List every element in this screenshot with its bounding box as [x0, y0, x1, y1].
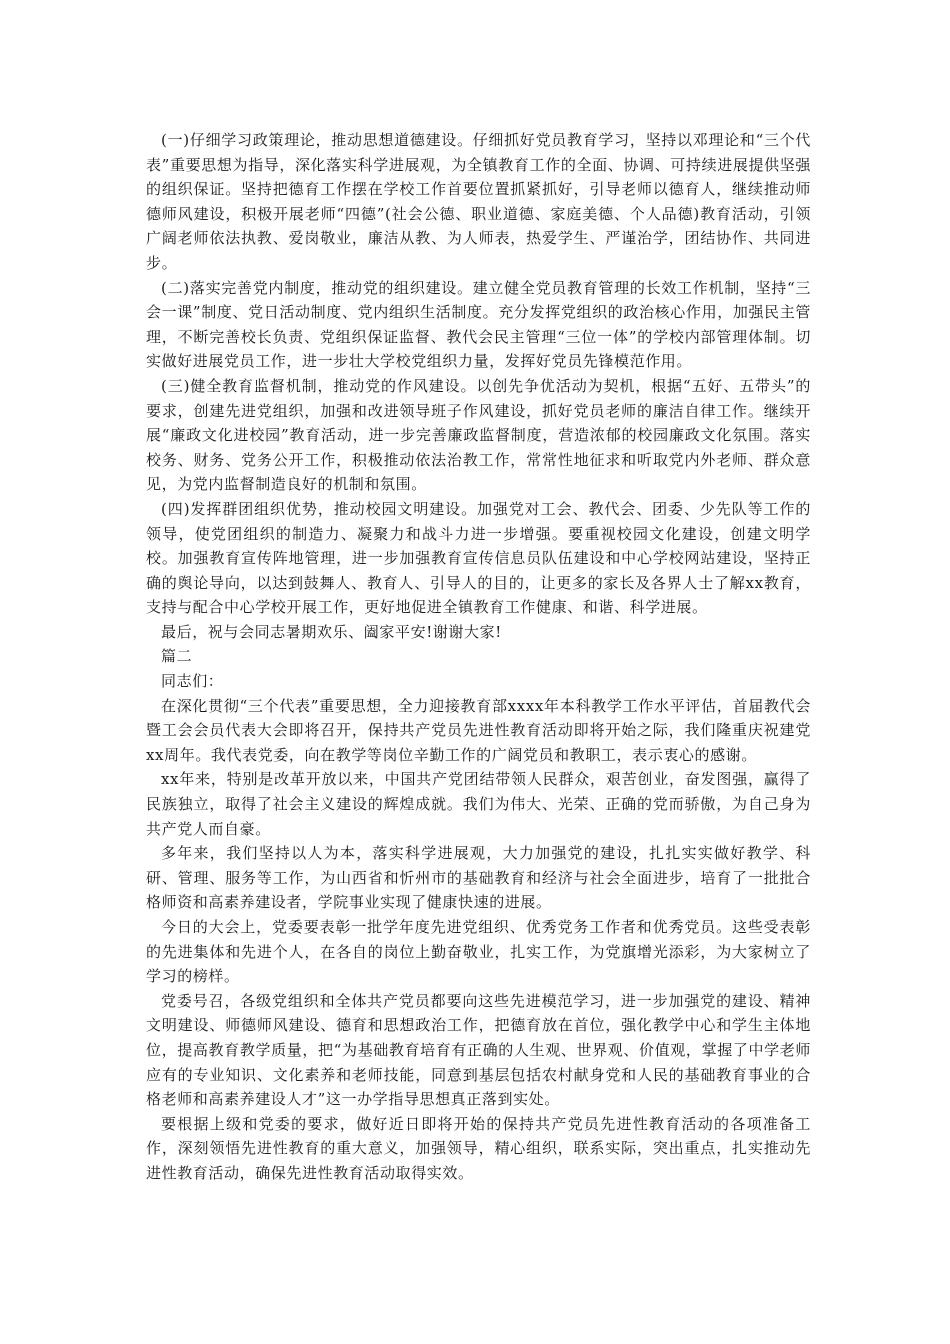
document-body — [146, 128, 811, 1186]
paragraph-6: xx年来，特别是改革开放以来，中国共产党团结带领人民群众，艰苦创业，奋发图强，赢得了民族独立，取得了社会主义建设的辉煌成就。我们为伟大、光荣、正确的党而骄傲，为自己身为共产党人而自豪。 — [146, 770, 811, 838]
paragraph-5: 在深化贯彻“三个代表”重要思想，全力迎接教育部xxxx年本科教学工作水平评估，首届教代会暨工会会员代表大会即将召开，保持共产党员先进性教育活动即将开始之际，我们隆重庆祝建党xx周年。我代表党委，向在教学等岗位辛勤工作的广阔党员和教职工，表示衷心的感谢。 — [146, 696, 811, 764]
paragraph-8: 今日的大会上，党委要表彰一批学年度先进党组织、优秀党务工作者和优秀党员。这些受表彰的先进集体和先进个人，在各自的岗位上勤奋敬业，扎实工作，为党旗增光添彩，为大家树立了学习的榜样。 — [146, 918, 811, 986]
paragraph-1: (一)仔细学习政策理论，推动思想道德建设。仔细抓好党员教育学习，坚持以邓理论和“三个代表”重要思想为指导，深化落实科学进展观，为全镇教育工作的全面、协调、可持续进展提供坚强的组织保证。坚持把德育工作摆在学校工作首要位置抓紧抓好，引导老师以德育人，继续推动师德师风建设，积极开展老师“四德”(社会公德、职业道德、家庭美德、个人品德)教育活动，引领广阔老师依法执教、爱岗敬业，廉洁从教、为人师表，热爱学生、严谨治学，团结协作、共同进步。 — [146, 131, 811, 272]
paragraph-10: 要根据上级和党委的要求，做好近日即将开始的保持共产党员先进性教育活动的各项准备工作，深刻领悟先进性教育的重大意义，加强领导，精心组织，联系实际，突出重点，扎实推动先进性教育活动，确保先进性教育活动取得实效。 — [146, 1114, 811, 1182]
paragraph-4: (四)发挥群团组织优势，推动校园文明建设。加强党对工会、教代会、团委、少先队等工作的领导，使党团组织的制造力、凝聚力和战斗力进一步增强。要重视校园文化建设，创建文明学校。加强教育宣传阵地管理，进一步加强教育宣传信息员队伍建设和中心学校网站建设，坚持正确的舆论导向，以达到鼓舞人、教育人、引导人的目的，让更多的家长及各界人士了解xx教育，支持与配合中心学校开展工作，更好地促进全镇教育工作健康、和谐、科学进展。 — [146, 499, 811, 617]
paragraph-2: (二)落实完善党内制度，推动党的组织建设。建立健全党员教育管理的长效工作机制，坚持“三会一课”制度、党日活动制度、党内组织生活制度。充分发挥党组织的政治核心作用，加强民主管理，不断完善校长负责、党组织保证监督、教代会民主管理“三位一体”的学校内部管理体制。切实做好进展党员工作，进一步壮大学校党组织力量，发挥好党员先锋模范作用。 — [146, 278, 811, 371]
section-heading: 篇二 — [161, 647, 193, 666]
paragraph-9: 党委号召，各级党组织和全体共产党员都要向这些先进模范学习，进一步加强党的建设、精神文明建设、师德师风建设、德育和思想政治工作，把德育放在首位，强化教学中心和学生主体地位，提高教育教学质量，把“为基础教育培育有正确的人生观、世界观、价值观，掌握了中学老师应有的专业知识、文化素养和老师技能，同意到基层包括农村献身党和人民的基础教育事业的合格老师和高素养建设人才”这一办学指导思想真正落到实处。 — [146, 991, 811, 1109]
paragraph-7: 多年来，我们坚持以人为本，落实科学进展观，大力加强党的建设，扎扎实实做好教学、科研、管理、服务等工作，为山西省和忻州市的基础教育和经济与社会全面进步，培育了一批批合格师资和高素养建设者，学院事业实现了健康快速的进展。 — [146, 844, 811, 912]
closing-line: 最后，祝与会同志暑期欢乐、阖家平安!谢谢大家! — [161, 622, 502, 641]
salutation: 同志们： — [161, 672, 224, 691]
paragraph-3: (三)健全教育监督机制，推动党的作风建设。以创先争优活动为契机，根据“五好、五带头”的要求，创建先进党组织，加强和改进领导班子作风建设，抓好党员老师的廉洁自律工作。继续开展“廉政文化进校园”教育活动，进一步完善廉政监督制度，营造浓郁的校园廉政文化氛围。落实校务、财务、党务公开工作，积极推动依法治教工作，常常性地征求和听取党内外老师、群众意见，为党内监督制造良好的机制和氛围。 — [146, 376, 811, 494]
